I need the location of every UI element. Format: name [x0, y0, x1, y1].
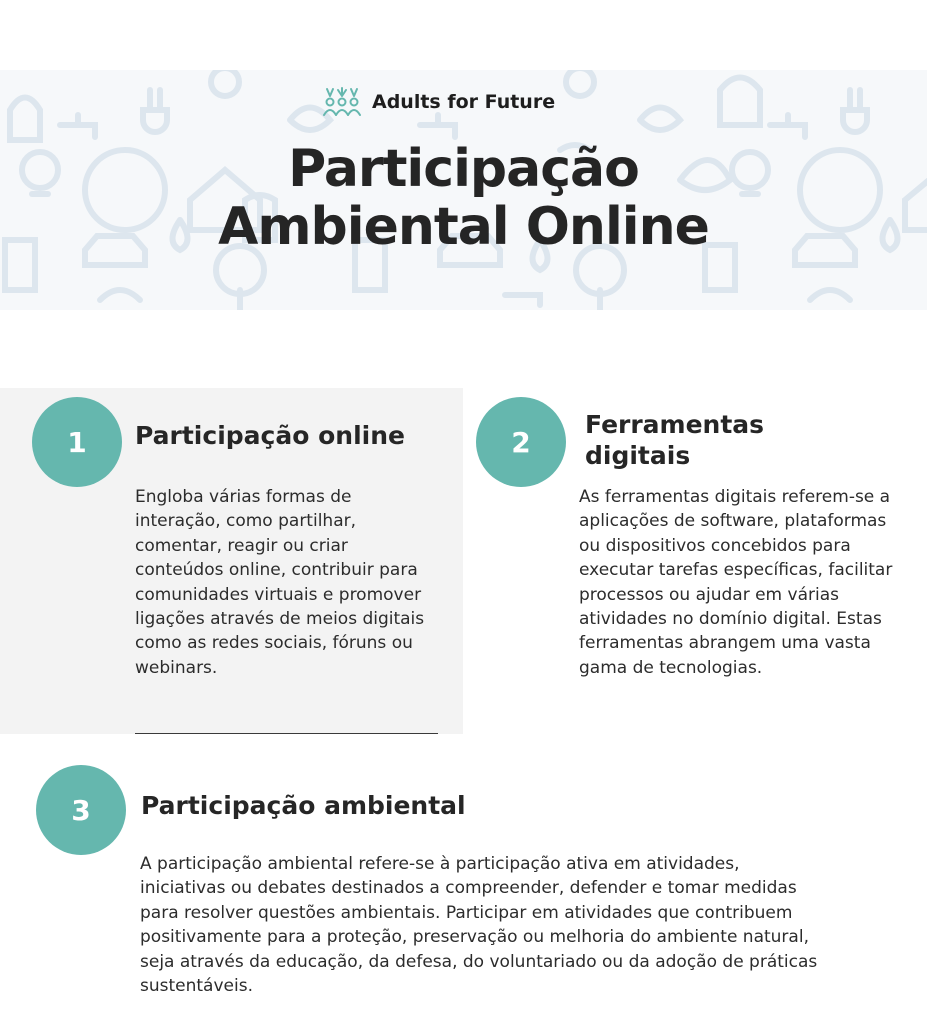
title-line-1: Participação [288, 139, 639, 199]
section-1-heading: Participação online [135, 421, 405, 450]
section-2-number-badge: 2 [476, 397, 566, 487]
people-leaves-icon [322, 85, 362, 119]
section-3-body: A participação ambiental refere-se à participação ativa em atividades, iniciativas ou debates destinados a compreender, defender e tomar medidas para resolver questões ambientais. Participar em atividades que contribuem positivamente para a proteção, preservação ou melhoria do ambiente natural, seja através da educação, da defesa, do voluntariado ou da adoção de práticas sustentáveis. [140, 854, 818, 997]
section-1-number-badge: 1 [32, 397, 122, 487]
brand [322, 85, 555, 119]
title-line-2: Ambiental Online [218, 197, 709, 257]
section-3-heading: Participação ambiental [141, 791, 466, 820]
brand-name: Adults for Future [372, 91, 556, 113]
section-2-heading: Ferramentas digitais [585, 410, 765, 470]
page-title [0, 140, 927, 256]
divider-line [135, 733, 438, 734]
section-3-number-badge: 3 [36, 765, 126, 855]
section-1-body: Engloba várias formas de interação, como partilhar, comentar, reagir ou criar conteúdos online, contribuir para comunidades virtuais e promover ligações através de meios digitais como as redes sociais, fóruns ou webinars. [135, 487, 425, 678]
section-2-body: As ferramentas digitais referem-se a aplicações de software, plataformas ou dispositivos concebidos para executar tarefas específicas, facilitar processos ou ajudar em várias atividades no domínio digital. Estas ferramentas abrangem uma vasta gama de tecnologias. [579, 487, 893, 678]
